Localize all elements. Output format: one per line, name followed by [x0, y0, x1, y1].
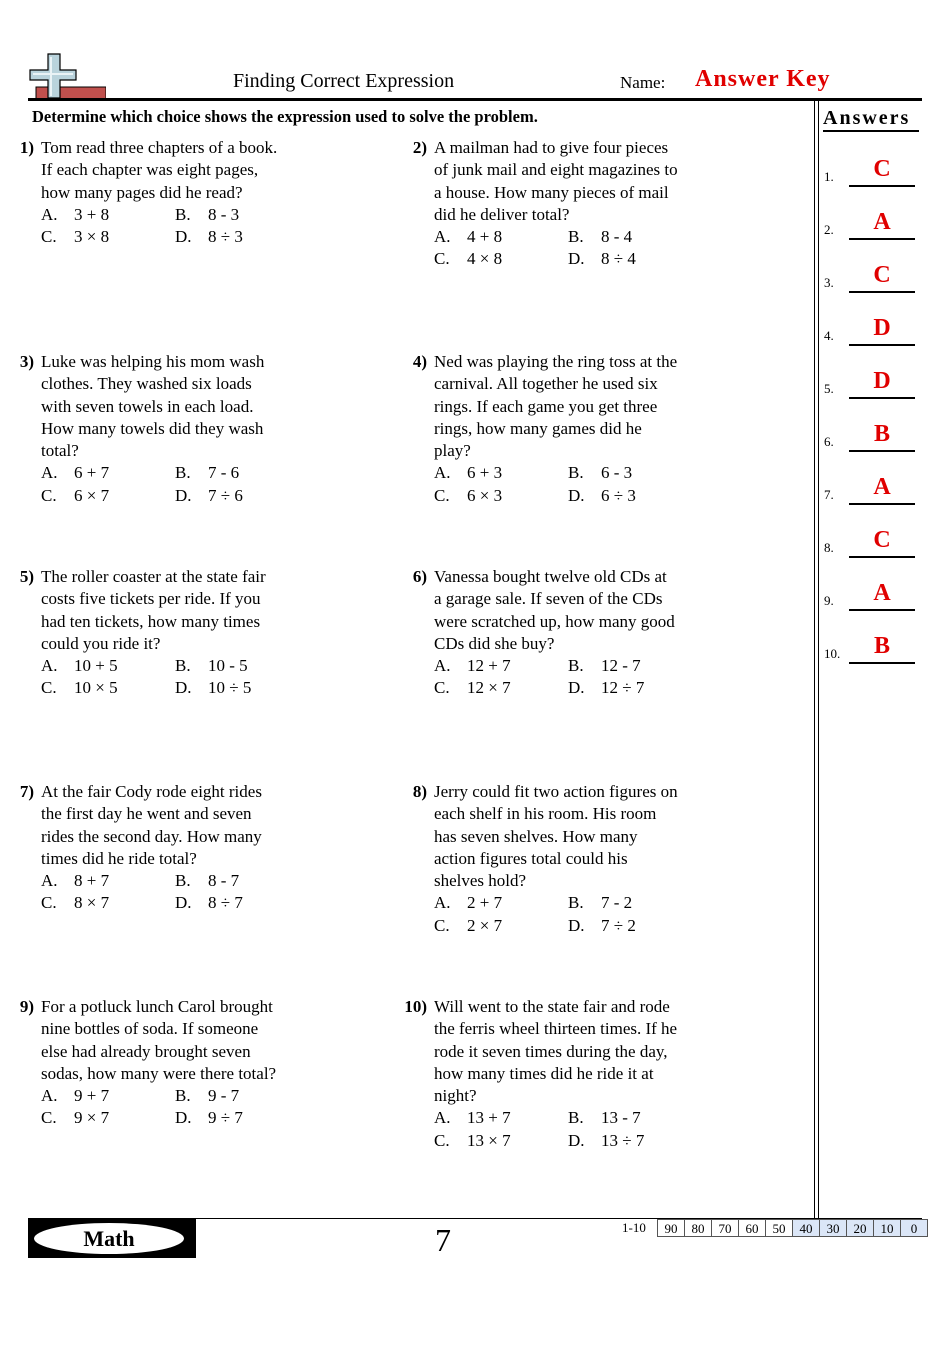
- answer-option: [175, 655, 305, 677]
- problem-text-line: action figures total could his: [434, 848, 628, 868]
- answer-option: [434, 226, 568, 248]
- problem-body: [41, 996, 311, 1130]
- answer-letter: C: [873, 156, 891, 182]
- option-expression: 13 + 7: [467, 1108, 511, 1128]
- problem-body: [434, 781, 704, 937]
- answer-letter: A: [873, 209, 891, 235]
- problem-text-line: carnival. All together he used six: [434, 374, 658, 394]
- problem-body: [434, 351, 704, 507]
- problem-text-line: else had already brought seven: [41, 1041, 251, 1061]
- problem-number: 1): [19, 138, 34, 157]
- answer-option: [41, 892, 175, 914]
- answer-row: [824, 369, 919, 399]
- option-letter: B.: [175, 204, 191, 224]
- answer-options: [41, 655, 311, 700]
- option-letter: A.: [434, 463, 451, 483]
- subject-label: Math: [34, 1223, 184, 1254]
- answer-option: [175, 677, 305, 699]
- option-expression: 6 ÷ 3: [601, 485, 636, 505]
- answer-options: [434, 462, 704, 507]
- problem-body: [434, 566, 704, 700]
- problem-text-line: rode it seven times during the day,: [434, 1041, 668, 1061]
- option-expression: 3 × 8: [74, 227, 110, 247]
- problem-number: 4): [412, 352, 427, 371]
- problem-text-line: How many towels did they wash: [41, 418, 264, 438]
- problem-text-line: could you ride it?: [41, 633, 161, 653]
- option-expression: 7 - 2: [601, 893, 633, 913]
- answer-option: [434, 915, 568, 937]
- problem-text-line: has seven shelves. How many: [434, 826, 638, 846]
- answer-option: [434, 892, 568, 914]
- answer-number: 4.: [824, 328, 834, 343]
- answer-option: [175, 1085, 305, 1107]
- option-letter: D.: [568, 485, 585, 505]
- answer-number: 10.: [824, 646, 841, 661]
- answer-option: [568, 248, 698, 270]
- option-expression: 7 - 6: [208, 463, 240, 483]
- answer-option: [41, 226, 175, 248]
- answer-row: [824, 157, 919, 187]
- problem-text-line: The roller coaster at the state fair: [41, 567, 266, 586]
- option-expression: 8 - 7: [208, 871, 240, 891]
- answer-line: [849, 556, 915, 558]
- score-cell: 0: [901, 1220, 928, 1237]
- option-letter: D.: [568, 249, 585, 269]
- problem-text-line: If each chapter was eight pages,: [41, 160, 259, 180]
- option-letter: A.: [41, 871, 58, 891]
- problem-text-line: Luke was helping his mom wash: [41, 352, 265, 371]
- answers-divider: [814, 101, 815, 1233]
- option-expression: 7 ÷ 2: [601, 915, 636, 935]
- answer-letter: C: [873, 527, 891, 553]
- option-expression: 9 + 7: [74, 1086, 110, 1106]
- score-cell: 30: [820, 1220, 847, 1237]
- option-letter: B.: [175, 1086, 191, 1106]
- problem-number: 7): [19, 782, 34, 801]
- option-expression: 8 ÷ 4: [601, 249, 636, 269]
- option-expression: 9 - 7: [208, 1086, 240, 1106]
- score-table: [657, 1219, 928, 1237]
- problem-body: [41, 137, 311, 248]
- answer-row: [824, 422, 919, 452]
- option-letter: D.: [568, 1130, 585, 1150]
- answer-option: [434, 677, 568, 699]
- answer-option: [41, 677, 175, 699]
- option-letter: A.: [434, 227, 451, 247]
- option-letter: B.: [175, 463, 191, 483]
- problem-text-line: clothes. They washed six loads: [41, 374, 252, 394]
- option-expression: 8 × 7: [74, 893, 110, 913]
- answer-option: [568, 485, 698, 507]
- problem-text-line: a garage sale. If seven of the CDs: [434, 589, 663, 609]
- answer-line: [849, 503, 915, 505]
- problem-number: 5): [19, 567, 34, 586]
- problem-text-line: were scratched up, how many good: [434, 611, 675, 631]
- problem-text-line: shelves hold?: [434, 871, 527, 891]
- score-cell: 20: [847, 1220, 874, 1237]
- answer-option: [41, 1085, 175, 1107]
- problem-number: 10): [404, 997, 427, 1016]
- answer-line: [849, 450, 915, 452]
- problem-text-line: nine bottles of soda. If someone: [41, 1019, 259, 1039]
- option-expression: 6 - 3: [601, 463, 633, 483]
- option-expression: 9 × 7: [74, 1108, 110, 1128]
- answer-option: [41, 1107, 175, 1129]
- answer-number: 3.: [824, 275, 834, 290]
- answers-title-underline: [823, 130, 919, 132]
- option-expression: 6 × 3: [467, 485, 503, 505]
- score-cell: 10: [874, 1220, 901, 1237]
- option-letter: C.: [434, 678, 450, 698]
- problem-text-line: the first day he went and seven: [41, 804, 252, 824]
- problem-text-line: CDs did she buy?: [434, 633, 555, 653]
- answer-options: [41, 1085, 311, 1130]
- option-letter: C.: [434, 485, 450, 505]
- answer-option: [434, 462, 568, 484]
- answer-key-label: Answer Key: [695, 66, 831, 92]
- option-letter: A.: [434, 656, 451, 676]
- score-cell: 40: [793, 1220, 820, 1237]
- header-rule: [28, 98, 922, 101]
- option-letter: C.: [41, 1108, 57, 1128]
- problem-text-line: Will went to the state fair and rode: [434, 997, 670, 1016]
- worksheet-title: Finding Correct Expression: [233, 70, 455, 92]
- option-expression: 8 ÷ 3: [208, 227, 243, 247]
- answer-line: [849, 662, 915, 664]
- answer-letter: D: [873, 368, 891, 394]
- option-letter: A.: [434, 1108, 451, 1128]
- option-expression: 7 ÷ 6: [208, 485, 243, 505]
- answer-option: [568, 226, 698, 248]
- instructions: Determine which choice shows the expression used to solve the problem.: [32, 107, 538, 126]
- option-expression: 13 × 7: [467, 1130, 511, 1150]
- problem-body: [41, 566, 311, 700]
- option-expression: 8 - 4: [601, 227, 633, 247]
- option-expression: 6 + 7: [74, 463, 110, 483]
- option-expression: 10 - 5: [208, 656, 248, 676]
- answer-row: [824, 528, 919, 558]
- option-expression: 9 ÷ 7: [208, 1108, 243, 1128]
- answer-row: [824, 475, 919, 505]
- answer-option: [568, 892, 698, 914]
- name-label: Name:: [620, 73, 666, 92]
- option-letter: A.: [434, 893, 451, 913]
- problem-text-line: how many times did he ride it at: [434, 1063, 654, 1083]
- option-letter: C.: [41, 678, 57, 698]
- problem-body: [41, 781, 311, 915]
- answer-line: [849, 344, 915, 346]
- option-letter: C.: [434, 915, 450, 935]
- answer-options: [41, 870, 311, 915]
- answer-option: [175, 204, 305, 226]
- problem-text-line: A mailman had to give four pieces: [434, 138, 669, 157]
- score-range-label: 1-10: [622, 1220, 646, 1235]
- option-expression: 6 × 7: [74, 485, 110, 505]
- problem-number: 6): [412, 567, 427, 586]
- answer-options: [434, 1107, 704, 1152]
- problem-text-line: had ten tickets, how many times: [41, 611, 261, 631]
- answer-letter: C: [873, 262, 891, 288]
- option-expression: 12 × 7: [467, 678, 511, 698]
- score-cell: 60: [739, 1220, 766, 1237]
- answer-options: [434, 226, 704, 271]
- answer-option: [41, 485, 175, 507]
- option-letter: D.: [175, 893, 192, 913]
- option-letter: D.: [175, 1108, 192, 1128]
- score-cell: 90: [658, 1220, 685, 1237]
- answer-options: [434, 892, 704, 937]
- option-letter: B.: [568, 893, 584, 913]
- answer-option: [568, 677, 698, 699]
- answer-option: [568, 915, 698, 937]
- plus-logo-icon: [28, 52, 106, 100]
- answer-row: [824, 210, 919, 240]
- option-letter: D.: [175, 227, 192, 247]
- answer-number: 2.: [824, 222, 834, 237]
- answers-title: Answers: [823, 107, 911, 129]
- option-letter: D.: [568, 915, 585, 935]
- problem-text-line: Ned was playing the ring toss at the: [434, 352, 678, 371]
- option-expression: 13 ÷ 7: [601, 1130, 645, 1150]
- option-letter: C.: [41, 893, 57, 913]
- answer-option: [175, 870, 305, 892]
- option-letter: C.: [434, 1130, 450, 1150]
- option-letter: A.: [41, 1086, 58, 1106]
- option-expression: 13 - 7: [601, 1108, 641, 1128]
- answer-options: [41, 204, 311, 249]
- problem-number: 8): [412, 782, 427, 801]
- option-expression: 4 × 8: [467, 249, 503, 269]
- problem-text-line: Jerry could fit two action figures on: [434, 782, 678, 801]
- answer-option: [568, 1130, 698, 1152]
- option-expression: 2 + 7: [467, 893, 503, 913]
- option-letter: B.: [175, 656, 191, 676]
- problem-text-line: each shelf in his room. His room: [434, 804, 657, 824]
- answer-option: [175, 462, 305, 484]
- option-letter: A.: [41, 463, 58, 483]
- option-expression: 8 + 7: [74, 871, 110, 891]
- answer-option: [175, 1107, 305, 1129]
- option-letter: B.: [568, 1108, 584, 1128]
- option-expression: 10 + 5: [74, 656, 118, 676]
- problem-text-line: At the fair Cody rode eight rides: [41, 782, 262, 801]
- answer-line: [849, 397, 915, 399]
- answer-row: [824, 634, 919, 664]
- answer-letter: B: [873, 421, 890, 447]
- answer-options: [434, 655, 704, 700]
- answer-option: [434, 655, 568, 677]
- option-expression: 8 ÷ 7: [208, 893, 243, 913]
- option-expression: 8 - 3: [208, 204, 240, 224]
- answer-option: [434, 1107, 568, 1129]
- option-expression: 2 × 7: [467, 915, 503, 935]
- answer-option: [434, 1130, 568, 1152]
- problem-text-line: with seven towels in each load.: [41, 396, 254, 416]
- answer-option: [41, 655, 175, 677]
- answer-number: 1.: [824, 169, 834, 184]
- answer-line: [849, 238, 915, 240]
- answer-option: [434, 248, 568, 270]
- answer-number: 5.: [824, 381, 834, 396]
- option-expression: 10 ÷ 5: [208, 678, 252, 698]
- problem-text-line: For a potluck lunch Carol brought: [41, 997, 273, 1016]
- option-letter: B.: [568, 227, 584, 247]
- problem-text-line: the ferris wheel thirteen times. If he: [434, 1019, 678, 1039]
- score-cell: 50: [766, 1220, 793, 1237]
- answer-option: [568, 1107, 698, 1129]
- option-letter: C.: [434, 249, 450, 269]
- problem-number: 3): [19, 352, 34, 371]
- answer-number: 9.: [824, 593, 834, 608]
- problem-body: [434, 137, 704, 271]
- problem-text-line: rings, how many games did he: [434, 418, 642, 438]
- answer-letter: A: [873, 580, 891, 606]
- option-expression: 3 + 8: [74, 204, 110, 224]
- answer-option: [434, 485, 568, 507]
- problem-text-line: of junk mail and eight magazines to: [434, 160, 678, 180]
- answer-option: [175, 226, 305, 248]
- problem-text-line: a house. How many pieces of mail: [434, 182, 669, 202]
- answer-option: [568, 462, 698, 484]
- option-letter: C.: [41, 485, 57, 505]
- problem-number: 2): [412, 138, 427, 157]
- option-expression: 12 - 7: [601, 656, 641, 676]
- answer-options: [41, 462, 311, 507]
- problem-text-line: rings. If each game you get three: [434, 396, 658, 416]
- problem-text-line: night?: [434, 1086, 477, 1106]
- problem-text-line: Vanessa bought twelve old CDs at: [434, 567, 667, 586]
- option-expression: 12 ÷ 7: [601, 678, 645, 698]
- answer-row: [824, 263, 919, 293]
- answer-line: [849, 609, 915, 611]
- problem-text-line: rides the second day. How many: [41, 826, 262, 846]
- problem-text-line: sodas, how many were there total?: [41, 1063, 277, 1083]
- answer-row: [824, 316, 919, 346]
- option-letter: A.: [41, 656, 58, 676]
- answer-row: [824, 581, 919, 611]
- answer-option: [41, 870, 175, 892]
- option-letter: B.: [175, 871, 191, 891]
- problem-text-line: did he deliver total?: [434, 204, 570, 224]
- option-letter: A.: [41, 204, 58, 224]
- option-letter: B.: [568, 463, 584, 483]
- problem-text-line: times did he ride total?: [41, 848, 197, 868]
- answer-option: [175, 485, 305, 507]
- option-letter: D.: [175, 678, 192, 698]
- problem-number: 9): [19, 997, 34, 1016]
- option-letter: D.: [568, 678, 585, 698]
- option-letter: B.: [568, 656, 584, 676]
- answers-divider: [818, 101, 819, 1233]
- answer-option: [568, 655, 698, 677]
- problem-text-line: Tom read three chapters of a book.: [41, 138, 278, 157]
- option-letter: C.: [41, 227, 57, 247]
- answer-letter: A: [873, 474, 891, 500]
- option-expression: 10 × 5: [74, 678, 118, 698]
- problem-body: [434, 996, 704, 1152]
- answer-line: [849, 291, 915, 293]
- answer-letter: B: [873, 633, 890, 659]
- answer-option: [41, 204, 175, 226]
- page-number: 7: [435, 1222, 451, 1258]
- option-expression: 12 + 7: [467, 656, 511, 676]
- problem-text-line: total?: [41, 441, 79, 461]
- option-expression: 4 + 8: [467, 227, 503, 247]
- answer-option: [41, 462, 175, 484]
- option-expression: 6 + 3: [467, 463, 503, 483]
- answer-option: [175, 892, 305, 914]
- score-cell: 70: [712, 1220, 739, 1237]
- answer-line: [849, 185, 915, 187]
- answer-letter: D: [873, 315, 891, 341]
- problem-body: [41, 351, 311, 507]
- answer-number: 7.: [824, 487, 834, 502]
- option-letter: D.: [175, 485, 192, 505]
- answer-number: 6.: [824, 434, 834, 449]
- problem-text-line: play?: [434, 441, 471, 461]
- subject-badge: [28, 1219, 196, 1258]
- score-cell: 80: [685, 1220, 712, 1237]
- problem-text-line: how many pages did he read?: [41, 182, 243, 202]
- answer-number: 8.: [824, 540, 834, 555]
- problem-text-line: costs five tickets per ride. If you: [41, 589, 261, 609]
